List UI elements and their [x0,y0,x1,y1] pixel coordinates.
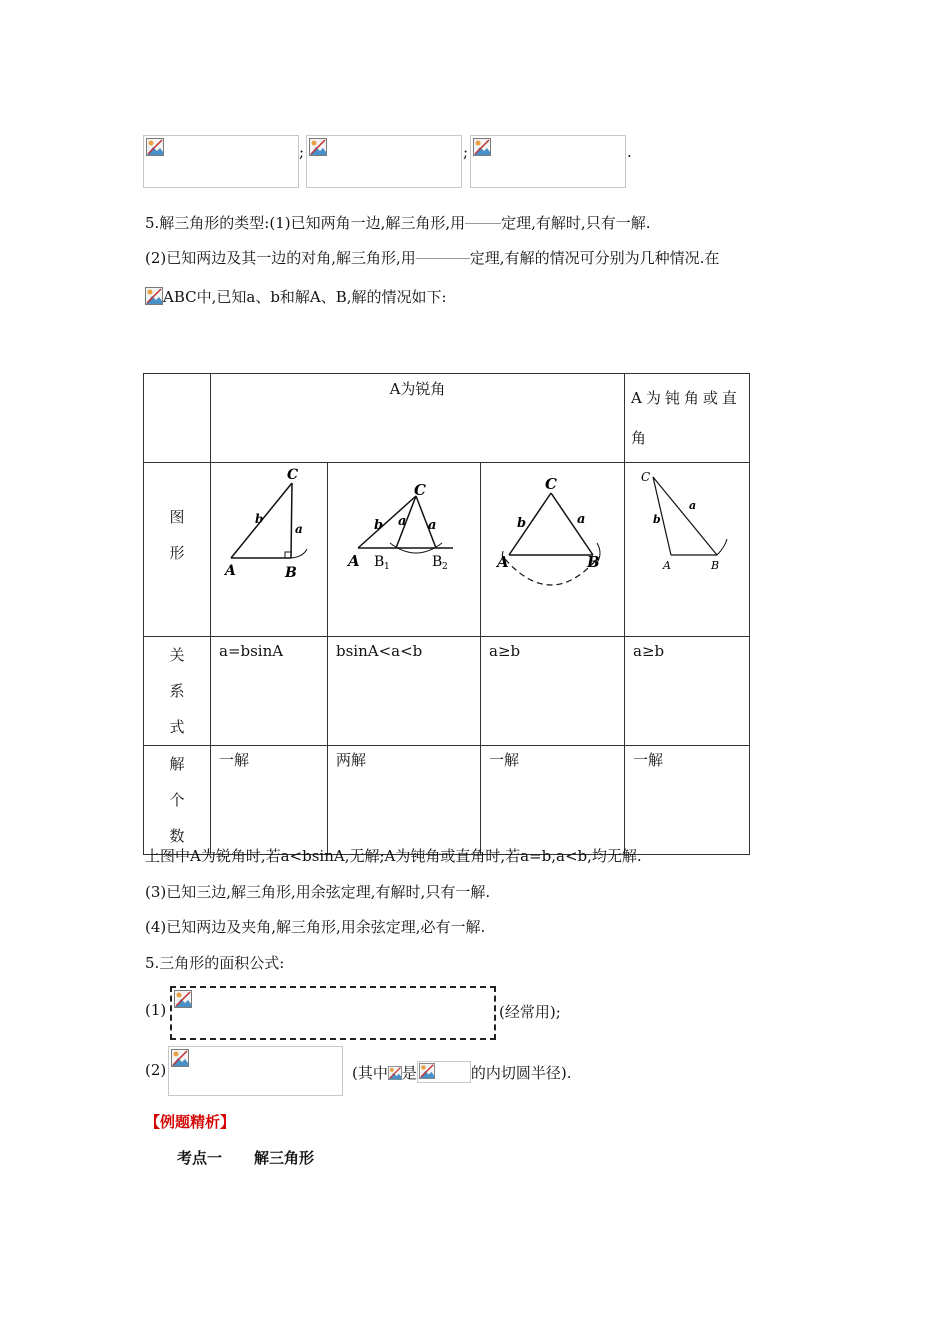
broken-image-icon [419,1063,435,1079]
figure-cell-3 [481,463,625,637]
figure-cell-1 [211,463,328,637]
count-label: 解 个 数 [144,746,211,855]
svg-text:b: b [374,518,384,533]
svg-text:B: B [285,565,297,581]
para-5-line: 5.解三角形的类型:(1)已知两角一边,解三角形,用 定理,有解时,只有一解. [145,214,651,232]
svg-text:B: B [711,559,720,572]
corner-cell [144,374,211,463]
svg-text:B: B [432,554,443,570]
figure-label: 图 形 [144,463,211,637]
header-obtuse: A为钝角或直角 [625,374,750,463]
figure-cell-4 [625,463,750,637]
formula-image-1 [143,135,299,188]
svg-text:C: C [414,481,426,499]
solution-cases-table [143,373,750,855]
kaodian-label: 考点一 [177,1149,223,1167]
triangle-figure-obtuse [625,463,749,632]
relation-cell: a≥b [481,637,625,746]
formula-2-image [168,1046,343,1096]
broken-image-icon [473,138,491,156]
triangle-figure-right [211,463,327,632]
svg-text:2: 2 [442,562,448,572]
svg-text:A: A [497,553,509,571]
count-cell: 两解 [328,746,481,855]
fill-blank [465,223,501,224]
relation-label: 关 系 式 [144,637,211,746]
svg-text:B: B [374,554,385,570]
figure-cell-2 [328,463,481,637]
svg-text:B: B [587,553,600,571]
formula-2-label: (2) [145,1061,167,1079]
fill-blank [416,258,470,259]
triangle-figure-two-solutions [328,463,480,632]
broken-image-icon [174,990,192,1008]
broken-image-icon [145,287,163,305]
inline-image-box [417,1061,471,1083]
count-cell: 一解 [481,746,625,855]
broken-image-icon [146,138,164,156]
svg-text:a: a [577,512,586,527]
broken-image-icon [388,1066,402,1080]
broken-image-icon [171,1049,189,1067]
broken-image-icon [309,138,327,156]
para-2-line-2: ABC中,已知a、b和解A、B,解的情况如下: [145,287,447,307]
note-line: 上图中A为锐角时,若a<bsinA,无解;A为钝角或直角时,若a=b,a<b,均无解. [145,847,642,865]
svg-text:A: A [663,559,671,572]
formula-image-2 [306,135,462,188]
svg-text:b: b [255,512,264,526]
svg-text:A: A [348,552,360,570]
svg-text:a: a [295,522,303,536]
area-title: 5.三角形的面积公式: [145,954,285,972]
svg-text:1: 1 [384,562,390,572]
svg-text:C: C [641,470,651,484]
formula-1-label: (1) [145,1001,167,1019]
formula-2-note: (其中 是 的内切圆半径). [352,1061,572,1083]
svg-text:a: a [428,518,437,533]
count-cell: 一解 [625,746,750,855]
header-acute: A为锐角 [211,374,625,463]
example-header: 【例题精析】 [145,1113,236,1131]
separator: ; [299,143,305,161]
svg-text:A: A [225,563,236,579]
svg-text:b: b [653,513,661,526]
para-2-line: (2)已知两边及其一边的对角,解三角形,用 定理,有解的情况可分别为几种情况.在 [145,249,720,267]
svg-text:b: b [517,516,527,531]
formula-1-note: (经常用); [499,1003,561,1021]
kaodian-title: 解三角形 [254,1149,315,1167]
svg-text:C: C [545,475,557,493]
item-4: (4)已知两边及夹角,解三角形,用余弦定理,必有一解. [145,918,486,936]
relation-cell: a=bsinA [211,637,328,746]
svg-text:a: a [689,499,697,512]
separator: ; [463,143,469,161]
relation-cell: a≥b [625,637,750,746]
formula-image-3 [470,135,626,188]
formula-1-image [170,986,496,1040]
svg-text:C: C [287,467,299,483]
period: . [627,143,632,161]
svg-text:a: a [398,514,407,529]
relation-cell: bsinA<a<b [328,637,481,746]
item-3: (3)已知三边,解三角形,用余弦定理,有解时,只有一解. [145,883,491,901]
count-cell: 一解 [211,746,328,855]
triangle-figure-isosceles [481,463,624,632]
